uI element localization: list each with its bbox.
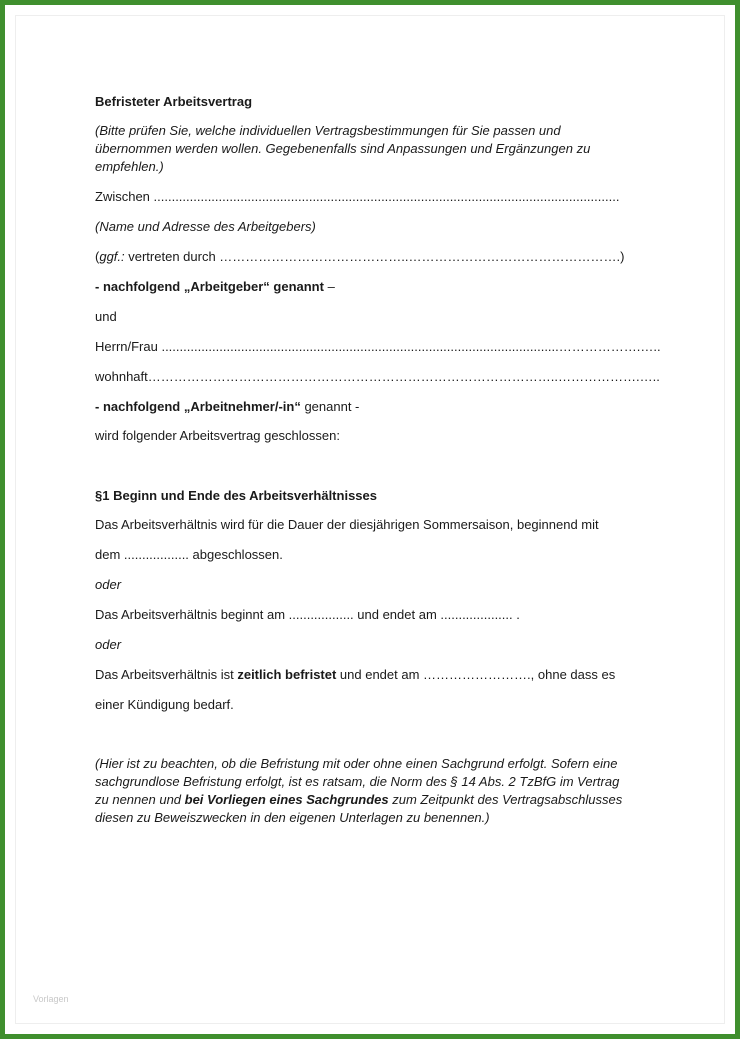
befristung-note-bold: bei Vorliegen eines Sachgrundes bbox=[184, 792, 389, 807]
represented-open: ( bbox=[95, 249, 100, 264]
document-title: Befristeter Arbeitsvertrag bbox=[95, 94, 253, 109]
employer-name-hint: (Name und Adresse des Arbeitgebers) bbox=[95, 219, 316, 234]
represented-line bbox=[95, 248, 624, 266]
represented-rest: vertreten durch ……………………………………..………………………………………….) bbox=[124, 249, 625, 264]
employee-designation-bold: - nachfolgend „Arbeitnehmer/-in“ bbox=[95, 399, 301, 414]
intro-note: (Bitte prüfen Sie, welche individuellen Vertragsbestimmungen für Sie passen und übernommen werden wollen. Gegebenenfalls sind Anpassungen und Ergänzungen zu empfehlen.) bbox=[95, 123, 591, 174]
residing-line: wohnhaft…………………………………………………………………………………..……………….….. bbox=[95, 369, 660, 384]
represented-prefix: ggf.: bbox=[99, 249, 125, 264]
and-line: und bbox=[95, 309, 117, 324]
concluded-line: wird folgender Arbeitsvertrag geschlossen: bbox=[95, 428, 340, 443]
section1-p1: Das Arbeitsverhältnis wird für die Dauer der diesjährigen Sommersaison, beginnend mit bbox=[95, 517, 599, 532]
watermark: Vorlagen bbox=[33, 994, 69, 1004]
employer-designation-rest: – bbox=[323, 279, 335, 294]
section1-p3-bold: zeitlich befristet bbox=[237, 667, 337, 682]
employee-name-line: Herrn/Frau ..............................................................................................................……………….….. bbox=[95, 339, 661, 354]
employee-designation-rest: genannt - bbox=[300, 399, 360, 414]
befristung-note-part2: zum Zeitpunkt des Vertragsabschlusses diesen zu Beweiszwecken in den eigenen Unterlagen zu benennen.) bbox=[95, 792, 623, 825]
section1-p3b: einer Kündigung bedarf. bbox=[95, 697, 234, 712]
between-line: Zwischen ................................................................................................................................. bbox=[95, 189, 620, 204]
befristung-note-part1: (Hier ist zu beachten, ob die Befristung mit oder ohne einen Sachgrund erfolgt. Sofern eine sachgrundlose Befristung erfolgt, ist es ratsam, die Norm des § 14 Abs. 2 TzBfG im Vertrag zu nennen und bbox=[95, 756, 620, 807]
befristung-note bbox=[95, 755, 635, 827]
section1-heading: §1 Beginn und Ende des Arbeitsverhältnisses bbox=[95, 488, 377, 503]
employer-designation-bold: - nachfolgend „Arbeitgeber“ genannt bbox=[95, 279, 324, 294]
section1-p3-pre: Das Arbeitsverhältnis ist bbox=[95, 667, 238, 682]
employer-designation bbox=[95, 278, 335, 296]
section1-p3-post: und endet am ……………………., ohne dass es bbox=[336, 667, 616, 682]
section1-p3 bbox=[95, 666, 615, 684]
employee-designation bbox=[95, 398, 359, 416]
section1-p2: Das Arbeitsverhältnis beginnt am .................. und endet am .................... . bbox=[95, 607, 520, 622]
or-1: oder bbox=[95, 577, 122, 592]
section1-p1b: dem .................. abgeschlossen. bbox=[95, 547, 283, 562]
or-2: oder bbox=[95, 637, 122, 652]
